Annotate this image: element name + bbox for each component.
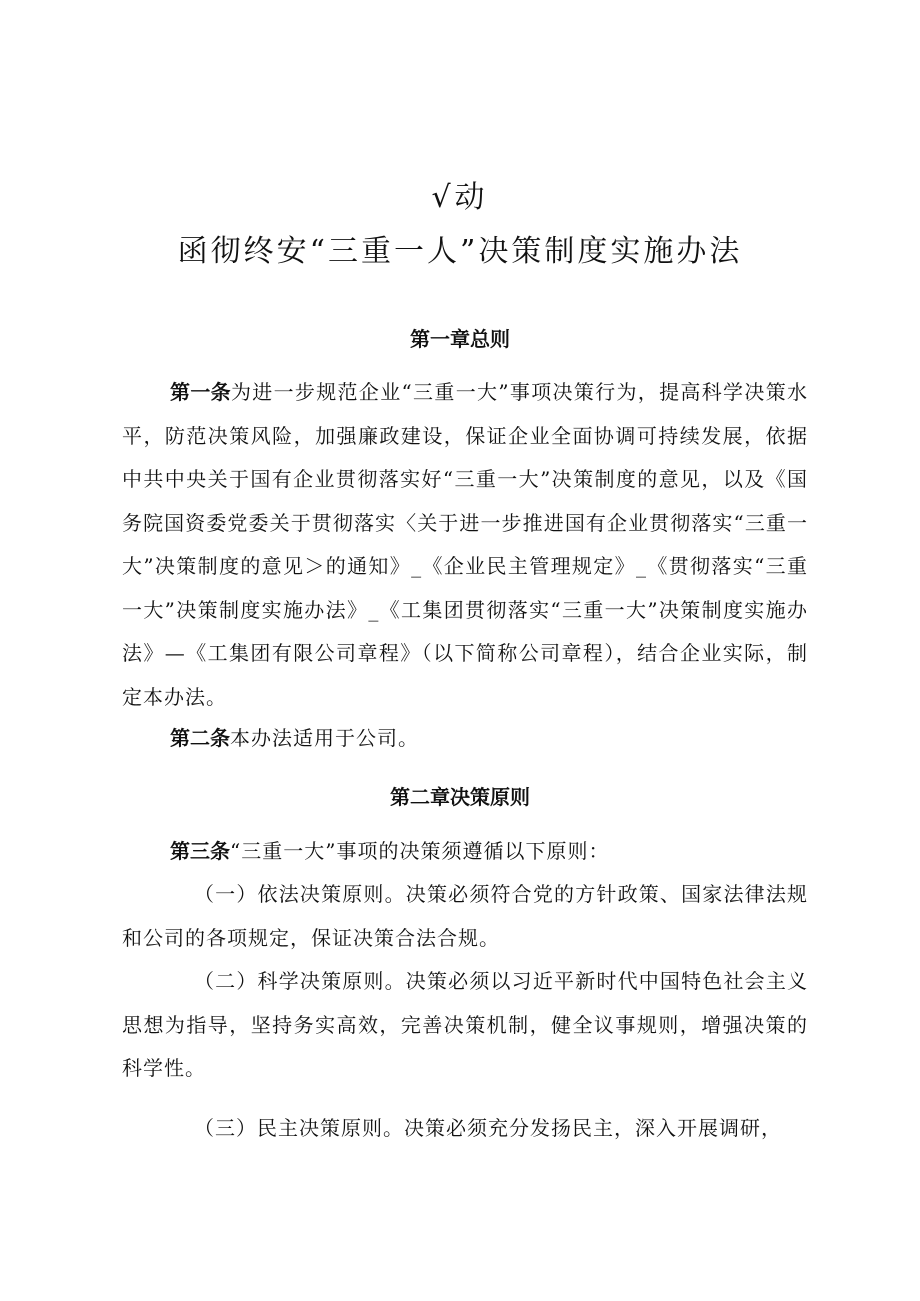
article-text: 本办法适用于公司。 [230, 726, 419, 750]
document-mark: √动 [431, 180, 489, 215]
article-paragraph [122, 830, 808, 874]
article-paragraph [122, 371, 808, 719]
chapter-heading: 第二章决策原则 [390, 785, 530, 809]
article-text: 为进一步规范企业“三重一大”事项决策行为，提高科学决策水平，防范决策风险，加强廉政建设，保证企业全面协调可持续发展，依据中共中央关于国有企业贯彻落实好“三重一大”决策制度的意见，以及《国务院国资委党委关于贯彻落实〈关于进一步推进国有企业贯彻落实“三重一大”决策制度的意见＞的通知》_《企业民主管理规定》_《贯彻落实“三重一大”决策制度实施办法》_《工集团贯彻落实“三重一大”决策制度实施办法》—《工集团有限公司章程》（以下简称公司章程），结合企业实际，制定本办法。 [122, 380, 809, 709]
article-number: 第一条 [170, 380, 231, 404]
principle-item: （三）民主决策原则。决策必须充分发扬民主，深入开展调研， [194, 1116, 782, 1140]
article-number: 第三条 [170, 839, 230, 863]
principle-item: （一）依法决策原则。决策必须符合党的方针政策、国家法律法规和公司的各项规定，保证决策合法合规。 [122, 882, 808, 950]
principle-item: （二）科学决策原则。决策必须以习近平新时代中国特色社会主义思想为指导，坚持务实高效，完善决策机制，健全议事规则，增强决策的科学性。 [122, 969, 808, 1080]
article-paragraph [122, 717, 808, 761]
chapter-heading: 第一章总则 [410, 327, 510, 351]
article-text: “三重一大”事项的决策须遵循以下原则： [230, 839, 610, 863]
article-number: 第二条 [170, 726, 230, 750]
document-title: 函彻终安“三重一人”决策制度实施办法 [177, 234, 743, 269]
